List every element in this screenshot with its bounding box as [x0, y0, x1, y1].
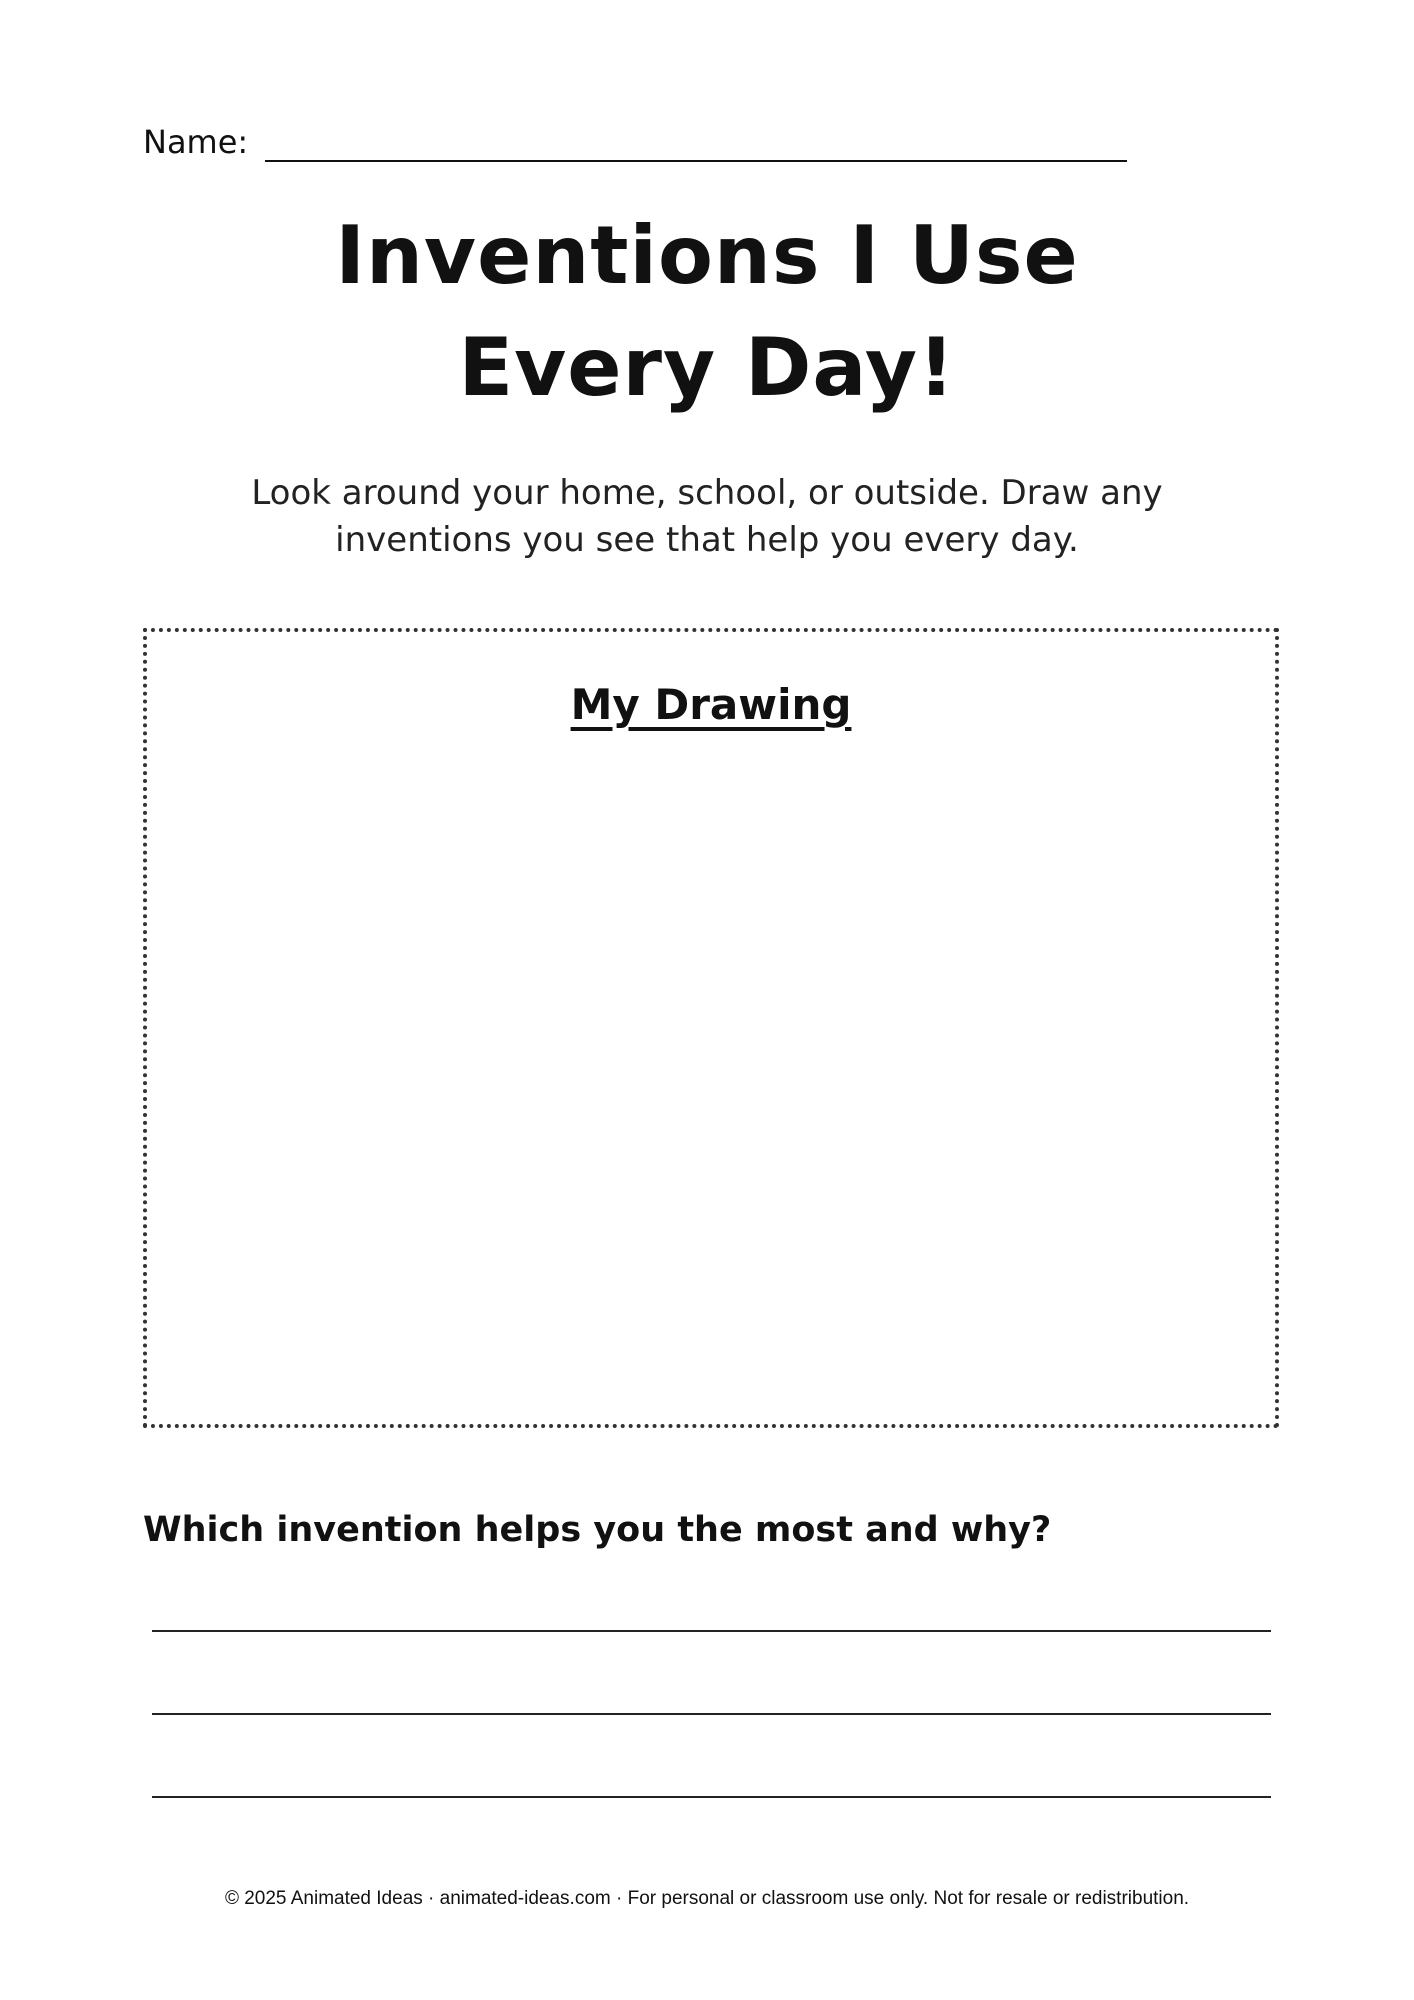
answer-line-2[interactable] [152, 1713, 1271, 1715]
instructions-line-2: inventions you see that help you every day. [335, 520, 1079, 560]
drawing-area[interactable] [143, 628, 1279, 1428]
answer-line-1[interactable] [152, 1630, 1271, 1632]
name-field[interactable] [143, 122, 1127, 170]
page-title [0, 200, 1414, 424]
page-title-line-2: Every Day! [458, 321, 956, 414]
drawing-area-title: My Drawing [570, 680, 852, 729]
copyright-footer: © 2025 Animated Ideas · animated-ideas.com · For personal or classroom use only. Not for resale or redistribution. [224, 1888, 1190, 1909]
page-title-line-1: Inventions I Use [335, 209, 1079, 302]
name-input-line[interactable] [265, 160, 1127, 162]
instructions [207, 470, 1207, 564]
answer-line-3[interactable] [152, 1796, 1271, 1798]
instructions-line-1: Look around your home, school, or outside. Draw any [251, 473, 1163, 513]
name-label: Name: [143, 123, 249, 161]
question-text: Which invention helps you the most and why? [143, 1510, 1052, 1550]
